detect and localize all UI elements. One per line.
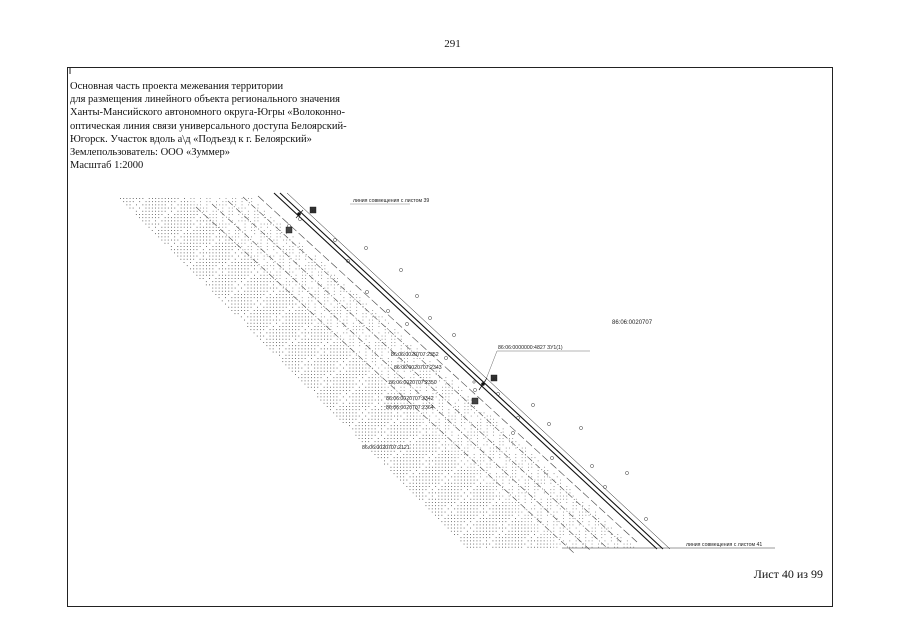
pole-markers (287, 217, 647, 520)
parcel-label: 86:06:0020707:2343 (394, 365, 442, 371)
pole-icon (333, 238, 336, 241)
pole-icon (625, 471, 628, 474)
parcel-label: 86:06:0020707:2352 (391, 352, 439, 358)
title-line: Основная часть проекта межевания территории (70, 81, 284, 92)
marker-label: 40 (492, 376, 497, 381)
pole-icon (590, 464, 593, 467)
match-line-top-label: линия совмещения с листом 39 (353, 198, 430, 204)
road-edge (274, 193, 657, 549)
pole-icon (399, 268, 402, 271)
pole-icon (444, 356, 447, 359)
boundary-lines (196, 196, 637, 553)
parcel-label: 86:06:0020707:2350 (389, 380, 437, 386)
sheet-number: Лист 40 из 99 (753, 567, 823, 581)
pole-icon (386, 309, 389, 312)
pole-icon (415, 294, 418, 297)
pole-icon (473, 381, 475, 383)
pole-icon (364, 246, 367, 249)
pole-icon (579, 426, 582, 429)
marker-label: 39 (311, 208, 316, 213)
marker-box-icon (286, 227, 292, 233)
title-line: оптическая линия связи универсального доступа Белоярский- (70, 120, 347, 132)
road-edge (287, 193, 670, 549)
pole-icon (531, 403, 534, 406)
parcel-label: 86:06:0020707:2121 (362, 445, 410, 451)
pole-icon (452, 333, 455, 336)
pole-icon (603, 485, 606, 488)
pole-icon (428, 316, 431, 319)
pole-icon (473, 388, 476, 391)
main-parcel-label: 86:06:0020707 (612, 320, 653, 326)
pole-icon (550, 456, 553, 459)
zone-label: 86:06:0000000:4827 ЗУ1(1) (498, 345, 563, 351)
parcel-label: 86:06:0020707:2342 (386, 396, 434, 402)
match-line-bottom-label: линия совмещения с листом 41 (686, 542, 763, 548)
parcel-label: 86:06:0020707:2364 (386, 405, 434, 411)
pole-icon (644, 517, 647, 520)
pole-icon (547, 422, 550, 425)
road-edge (280, 193, 663, 549)
pole-icon (405, 322, 408, 325)
zone-leader (485, 351, 590, 382)
pole-icon (511, 431, 514, 434)
land-user-line: Землепользователь: ООО «Зуммер» (70, 147, 231, 159)
title-line: для размещения линейного объекта регионального значения (70, 94, 340, 106)
marker-box-icon (472, 398, 478, 404)
boundary-line (258, 196, 637, 542)
leader-lines (485, 351, 590, 382)
pole-icon (365, 290, 368, 293)
boundary-line (212, 204, 590, 550)
boundary-line (196, 207, 574, 553)
title-line: Ханты-Мансийского автономного округа-Югры «Волоконно- (70, 107, 345, 119)
scale-line: Масштаб 1:2000 (70, 160, 144, 172)
title-line: Югорск. Участок вдоль а\д «Подъезд к г. Белоярский» (70, 133, 312, 145)
boundary-line (228, 201, 606, 547)
page-number: 291 (444, 38, 461, 50)
